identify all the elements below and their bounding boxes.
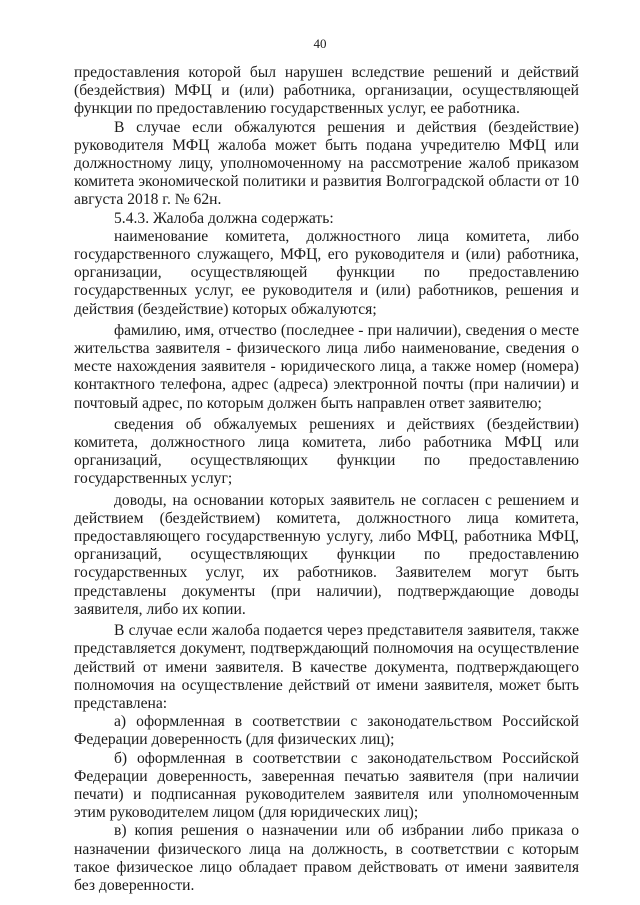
- document-body: [74, 64, 579, 895]
- list-item-c-appointment-copy: в) копия решения о назначении или об избрании либо приказа о назначении физического лица на должность, в соответствии с которым такое физическое лицо обладает правом действовать от имени заявителя без доверенности.: [74, 822, 579, 894]
- list-item-a-individuals: а) оформленная в соответствии с законодательством Российской Федерации доверенность (для физических лиц);: [74, 713, 579, 749]
- page-number: 40: [313, 36, 327, 51]
- paragraph-representative: В случае если жалоба подается через представителя заявителя, также представляется документ, подтверждающий полномочия на осуществление действий от имени заявителя. В качестве документа, подтверждающего полномочия на осуществление действий от имени заявителя, может быть представлена:: [74, 622, 579, 712]
- list-item-applicant-details: фамилию, имя, отчество (последнее - при наличии), сведения о месте жительства заявителя - физического лица либо наименование, сведения о месте нахождения заявителя - юридического лица, а также номер (номера) контактного телефона, адрес (адреса) электронной почты (при наличии) и почтовый адрес, по которым должен быть направлен ответ заявителю;: [74, 321, 579, 412]
- list-item-names: наименование комитета, должностного лица комитета, либо государственного служащего, МФЦ, его руководителя и (или) работника, организации, осуществляющей функции по предоставлению государственных услуг, ее руководителя и (или) работников, решения и действия (бездействие) которых обжалуются;: [74, 227, 579, 318]
- list-item-decisions-info: сведения об обжалуемых решениях и действиях (бездействии) комитета, должностного лица комитета, либо работника МФЦ или организаций, осуществляющих функции по предоставлению государственных услуг;: [74, 415, 579, 488]
- paragraph-continuation: предоставления которой был нарушен вследствие решений и действий (бездействия) МФЦ и (или) работника, организации, осуществляющей функции по предоставлению государственных услуг, ее работника.: [74, 64, 579, 118]
- section-heading-5-4-3: 5.4.3. Жалоба должна содержать:: [114, 209, 334, 227]
- paragraph-mfc-head-complaint: В случае если обжалуются решения и действия (бездействие) руководителя МФЦ жалоба может быть подана учредителю МФЦ или должностному лицу, уполномоченному на рассмотрение жалоб приказом комитета экономической политики и развития Волгоградской области от 10 августа 2018 г. № 62н.: [74, 118, 579, 209]
- list-item-arguments: доводы, на основании которых заявитель не согласен с решением и действием (бездействием) комитета, должностного лица комитета, предоставляющего государственную услугу, либо МФЦ, работника МФЦ, организаций, осуществляющих функции по предоставлению государственных услуг, их работников. Заявителем могут быть представлены документы (при наличии), подтверждающие доводы заявителя, либо их копии.: [74, 491, 579, 618]
- list-item-b-legal-entities: б) оформленная в соответствии с законодательством Российской Федерации доверенность, заверенная печатью заявителя (при наличии печати) и подписанная руководителем заявителя или уполномоченным этим руководителем лицом (для юридических лиц);: [74, 749, 579, 822]
